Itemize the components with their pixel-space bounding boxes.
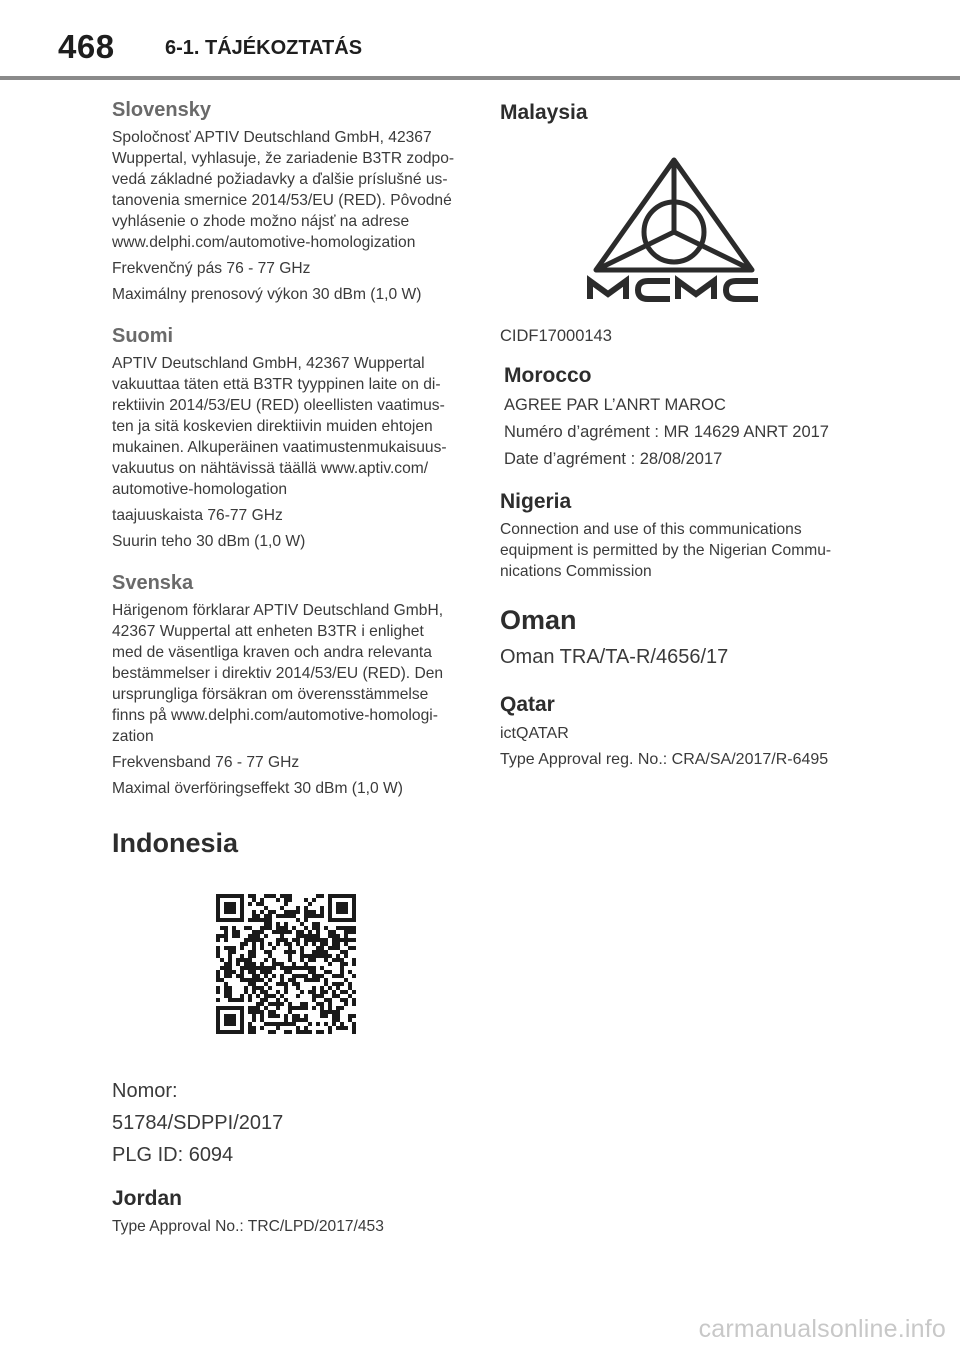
qr-code-icon	[216, 894, 356, 1034]
slovensky-power: Maximálny prenosový výkon 30 dBm (1,0 W)	[112, 286, 422, 303]
svenska-line: finns på www.delphi.com/automotive-homologi-	[112, 707, 438, 724]
nigeria-line: nications Commission	[500, 563, 652, 580]
slovensky-band: Frekvenčný pás 76 - 77 GHz	[112, 260, 311, 277]
section-morocco	[504, 361, 860, 471]
suomi-line: vakuuttaa täten että B3TR tyyppinen laite on di-	[112, 376, 441, 393]
section-jordan	[112, 1184, 462, 1237]
malaysia-cidf: CIDF17000143	[500, 327, 612, 345]
oman-approval: Oman TRA/TA-R/4656/17	[500, 646, 729, 668]
nigeria-line: Connection and use of this communications	[500, 521, 802, 538]
slovensky-line: Wuppertal, vyhlasuje, že zariadenie B3TR zodpo-	[112, 150, 455, 167]
qatar-approval: Type Approval reg. No.: CRA/SA/2017/R-6495	[500, 751, 829, 768]
indonesia-nomor-value: 51784/SDPPI/2017	[112, 1112, 284, 1134]
morocco-date: Date d’agrément : 28/08/2017	[504, 450, 723, 468]
page-number: 468	[58, 28, 115, 65]
svenska-line: zation	[112, 728, 154, 745]
svenska-line: med de väsentliga kraven och andra relevanta	[112, 644, 432, 661]
mcmc-logo-icon	[586, 154, 762, 304]
slovensky-line: www.delphi.com/automotive-homologization	[112, 234, 416, 251]
section-svenska	[112, 568, 462, 799]
section-malaysia	[500, 98, 860, 347]
indonesia-plg-id: PLG ID: 6094	[112, 1144, 234, 1166]
heading-jordan: Jordan	[112, 1187, 183, 1210]
chapter-title: 6-1. TÁJÉKOZTATÁS	[165, 37, 363, 59]
heading-oman: Oman	[500, 605, 577, 635]
morocco-numero: Numéro d’agrément : MR 14629 ANRT 2017	[504, 423, 829, 441]
heading-morocco: Morocco	[504, 364, 592, 387]
svenska-line: bestämmelser i direktiv 2014/53/EU (RED). Den	[112, 665, 444, 682]
section-indonesia	[112, 825, 462, 1170]
heading-svenska: Svenska	[112, 572, 194, 594]
slovensky-line: vyhlásenie o zhode možno nájsť na adrese	[112, 213, 410, 230]
section-qatar	[500, 690, 860, 772]
slovensky-line: vedá základné požiadavky a ďalšie príslušné us-	[112, 171, 448, 188]
suomi-line: APTIV Deutschland GmbH, 42367 Wuppertal	[112, 355, 425, 372]
suomi-line: vakuutus on nähtävissä täällä www.aptiv.com/	[112, 460, 429, 477]
svenska-line: Härigenom förklarar APTIV Deutschland GmbH,	[112, 602, 444, 619]
slovensky-line: Spoločnosť APTIV Deutschland GmbH, 42367	[112, 129, 432, 146]
suomi-line: rektiivin 2014/53/EU (RED) oleellisten vaatimus-	[112, 397, 445, 414]
page-header	[0, 0, 960, 80]
morocco-agree: AGREE PAR L’ANRT MAROC	[504, 396, 726, 414]
indonesia-nomor-label: Nomor:	[112, 1080, 178, 1102]
heading-malaysia: Malaysia	[500, 101, 588, 124]
heading-indonesia: Indonesia	[112, 828, 239, 858]
suomi-line: mukainen. Alkuperäinen vaatimustenmukaisuus-	[112, 439, 447, 456]
svenska-band: Frekvensband 76 - 77 GHz	[112, 754, 300, 771]
section-oman	[500, 602, 860, 672]
section-nigeria	[500, 487, 860, 582]
svenska-line: ursprungliga försäkran om överensstämmelse	[112, 686, 429, 703]
suomi-line: ten ja sitä koskevien direktiivin muiden ehtojen	[112, 418, 433, 435]
svenska-line: 42367 Wuppertal att enheten B3TR i enlighet	[112, 623, 424, 640]
heading-suomi: Suomi	[112, 325, 174, 347]
section-suomi	[112, 321, 462, 552]
suomi-power: Suurin teho 30 dBm (1,0 W)	[112, 533, 306, 550]
svenska-power: Maximal överföringseffekt 30 dBm (1,0 W)	[112, 780, 403, 797]
right-column	[500, 98, 860, 772]
jordan-approval: Type Approval No.: TRC/LPD/2017/453	[112, 1218, 384, 1235]
slovensky-line: tanovenia smernice 2014/53/EU (RED). Pôvodné	[112, 192, 452, 209]
heading-slovensky: Slovensky	[112, 99, 211, 121]
section-slovensky	[112, 95, 462, 305]
nigeria-line: equipment is permitted by the Nigerian Commu-	[500, 542, 832, 559]
heading-nigeria: Nigeria	[500, 490, 572, 513]
heading-qatar: Qatar	[500, 693, 555, 716]
watermark: carmanualsonline.info	[698, 1315, 946, 1343]
qatar-name: ictQATAR	[500, 725, 569, 742]
left-column	[112, 95, 462, 1237]
suomi-band: taajuuskaista 76-77 GHz	[112, 507, 283, 524]
suomi-line: automotive-homologation	[112, 481, 288, 498]
